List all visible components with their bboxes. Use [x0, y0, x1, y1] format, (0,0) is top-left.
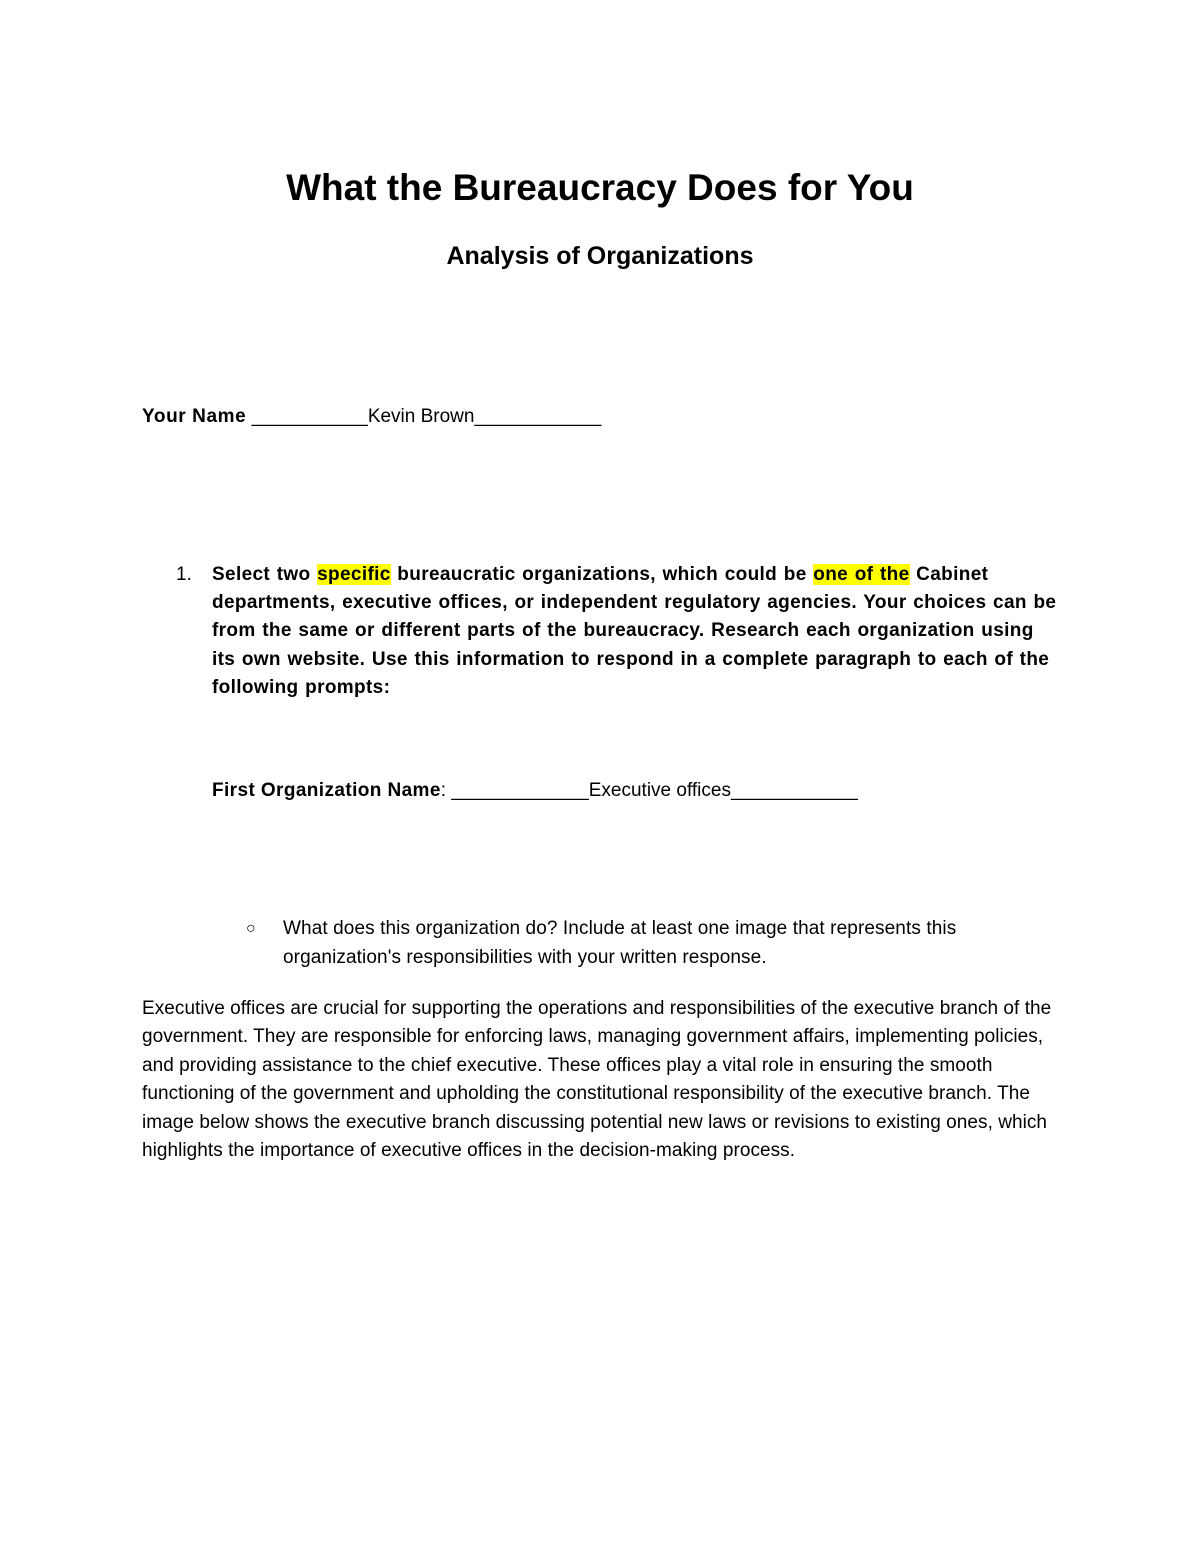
name-value: Kevin Brown	[367, 406, 475, 427]
name-field	[142, 404, 601, 430]
document-title: What the Bureaucracy Does for You	[286, 167, 914, 208]
highlighted-text: one of the	[813, 564, 910, 585]
question-part: bureaucratic organizations, which could be	[390, 564, 814, 585]
question-number: 1.	[176, 564, 192, 585]
answer-paragraph: Executive offices are crucial for supporting the operations and responsibilities of the executive branch of the government. They are responsible for enforcing laws, managing government affairs, implementing policies, and providing assistance to the chief executive. These offices play a vital role in ensuring the smooth functioning of the government and upholding the constitutional responsibility of the executive branch. The image below shows the executive branch discussing potential new laws or revisions to existing ones, which highlights the importance of executive offices in the decision-making process.	[142, 998, 1052, 1162]
first-organization-value: Executive offices	[588, 780, 731, 801]
highlighted-text: specific	[317, 564, 391, 585]
first-organization-field	[212, 778, 858, 804]
name-post-blank: ____________	[474, 406, 602, 427]
document-subtitle: Analysis of Organizations	[446, 242, 754, 270]
question-part: Cabinet departments, executive offices, or independent regulatory agencies. Your choices can be from the same or different parts of the bureaucracy. Research each organization using its own website. Use this information to respond in a complete paragraph to each of the following prompts:	[212, 564, 1057, 698]
question-part: Select two	[212, 564, 318, 585]
first-organization-post-blank: ____________	[730, 780, 858, 801]
question-text	[212, 561, 1062, 702]
first-organization-label: First Organization Name	[212, 780, 441, 801]
first-organization-colon: :	[440, 780, 452, 801]
name-pre-blank: ___________	[246, 406, 368, 427]
name-label: Your Name	[142, 406, 247, 427]
prompt-text: What does this organization do? Include at least one image that represents this organization's responsibilities with your written response.	[283, 918, 957, 968]
first-organization-pre-blank: _____________	[451, 780, 589, 801]
circle-bullet-icon: ○	[246, 920, 256, 937]
